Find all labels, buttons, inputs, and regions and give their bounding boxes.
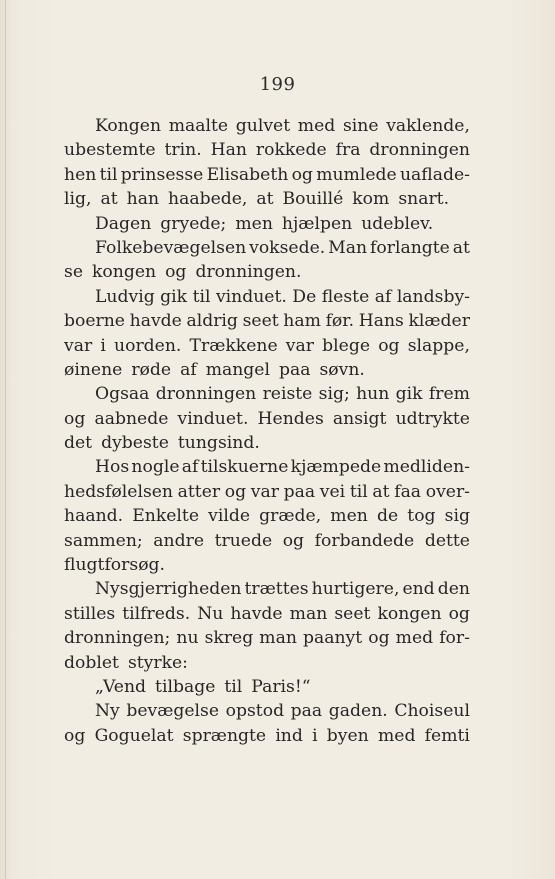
word: man	[289, 603, 328, 624]
word: andre	[153, 530, 204, 551]
word: hun	[356, 384, 390, 405]
word: og	[165, 262, 187, 283]
word: i	[312, 725, 318, 746]
text-line	[64, 504, 470, 528]
word: Elisabeth	[206, 164, 289, 185]
word: faa	[394, 481, 422, 502]
word: og	[448, 603, 470, 624]
word: landsby-	[396, 286, 470, 307]
word: „Vend	[95, 676, 147, 697]
word: Nu	[197, 603, 224, 624]
word: byen	[326, 725, 369, 746]
word: paa	[283, 481, 316, 502]
word: lig,	[64, 189, 92, 210]
text-line	[64, 480, 470, 504]
text-line	[64, 699, 470, 723]
text-line	[64, 212, 470, 236]
text-line	[64, 334, 470, 358]
text-line	[64, 407, 470, 431]
word: hen	[64, 164, 97, 185]
word: skreg	[204, 628, 254, 649]
word: kongen	[377, 603, 442, 624]
word: i	[100, 335, 106, 356]
word: Bouillé	[282, 189, 344, 210]
text-line	[64, 138, 470, 162]
word: tilfreds.	[122, 603, 191, 624]
word: af	[180, 359, 197, 380]
word: vinduet.	[177, 408, 249, 429]
word: af	[181, 457, 199, 478]
word: snart.	[398, 189, 450, 210]
word: han	[126, 189, 160, 210]
word: medliden-	[383, 457, 470, 478]
word: kongen	[92, 262, 157, 283]
word: kom	[352, 189, 390, 210]
word: Choiseul	[394, 701, 470, 722]
word: Goguelat	[94, 725, 174, 746]
word: reiste	[262, 384, 313, 405]
word: vinduet.	[215, 286, 287, 307]
word: Enkelte	[132, 506, 200, 527]
word: dronningen	[155, 384, 257, 405]
text-line	[64, 260, 470, 284]
word: til	[349, 481, 368, 502]
word: Kongen	[95, 116, 162, 136]
word: gaden.	[328, 701, 388, 722]
word: dronningen.	[195, 262, 302, 283]
word: Ny	[95, 701, 120, 722]
word: ubestemte	[64, 140, 156, 161]
word: tog	[407, 506, 436, 527]
word: forbandede	[314, 530, 415, 551]
word: og	[282, 530, 305, 551]
word: fleste	[321, 286, 370, 307]
word: nogle	[131, 457, 180, 478]
word: man	[259, 628, 297, 649]
word: det	[64, 433, 93, 454]
word: men	[235, 213, 273, 234]
word: aabnede	[94, 408, 169, 429]
word: hurtigere,	[311, 579, 400, 600]
word: vilde	[208, 506, 251, 527]
word: forlangte	[370, 237, 450, 258]
word: Nysgjerrigheden	[95, 579, 242, 600]
text-line	[64, 626, 470, 650]
word: uorden.	[114, 335, 182, 356]
word: klæder	[408, 311, 470, 332]
word: gik	[395, 384, 423, 405]
word: Folkebevægelsen	[95, 237, 247, 258]
word: at	[100, 189, 118, 210]
word: sig;	[318, 384, 350, 405]
text-line	[64, 651, 470, 675]
word: rokkede	[255, 140, 327, 161]
word: seet	[334, 603, 371, 624]
word: udeblev.	[361, 213, 434, 234]
word: prinsesse	[120, 164, 204, 185]
text-line	[64, 577, 470, 601]
word: Man	[328, 237, 368, 258]
word: Hos	[95, 457, 130, 478]
word: gulvet	[235, 116, 291, 136]
word: Ludvig	[95, 286, 155, 307]
text-line	[64, 358, 470, 382]
word: paa	[290, 701, 323, 722]
word: De	[292, 286, 317, 307]
word: med	[395, 628, 434, 649]
word: frem	[428, 384, 470, 405]
word: og	[368, 628, 390, 649]
word: fra	[335, 140, 361, 161]
word: og	[224, 481, 247, 502]
text-line	[64, 675, 470, 699]
text-line	[64, 114, 470, 138]
word: Ogsaa	[95, 384, 150, 405]
word: de	[376, 506, 399, 527]
word: vei	[319, 481, 346, 502]
word: voksede.	[249, 237, 326, 258]
word: atter	[177, 481, 221, 502]
word: sig	[444, 506, 470, 527]
word: bevægelse	[126, 701, 220, 722]
word: vaklende,	[386, 116, 470, 136]
word: Paris!“	[251, 676, 311, 697]
word: søvn.	[319, 359, 365, 380]
word: før.	[325, 311, 355, 332]
word: men	[330, 506, 368, 527]
word: og	[378, 335, 400, 356]
word: ham	[283, 311, 321, 332]
word: trættes	[244, 579, 309, 600]
word: aldrig	[186, 311, 238, 332]
text-line	[64, 187, 470, 211]
word: den	[437, 579, 470, 600]
text-line	[64, 602, 470, 626]
word: haabede,	[168, 189, 248, 210]
word: at	[452, 237, 470, 258]
text-line	[64, 309, 470, 333]
word: dette	[424, 530, 470, 551]
word: tilskuerne	[200, 457, 289, 478]
word: mangel	[205, 359, 270, 380]
word: tilbage	[155, 676, 216, 697]
word: haand.	[64, 506, 124, 527]
word: og	[64, 408, 86, 429]
word: femti	[424, 725, 470, 746]
word: maalte	[168, 116, 229, 136]
text-line	[64, 529, 470, 553]
word: for-	[439, 628, 470, 649]
word: styrke:	[127, 652, 188, 673]
word: dronningen;	[64, 628, 171, 649]
page-number: 199	[259, 74, 296, 95]
word: seet	[242, 311, 279, 332]
word: gryede;	[160, 213, 227, 234]
word: nu	[176, 628, 199, 649]
word: stilles	[64, 603, 116, 624]
word: paa	[278, 359, 311, 380]
word: boerne	[64, 311, 125, 332]
text-line	[64, 163, 470, 187]
word: sammen;	[64, 530, 143, 551]
word: havde	[230, 603, 283, 624]
word: Trækkene	[189, 335, 278, 356]
word: var	[285, 335, 314, 356]
word: hjælpen	[281, 213, 353, 234]
word: og	[64, 725, 86, 746]
word: ind	[275, 725, 303, 746]
word: med	[377, 725, 416, 746]
word: til	[192, 286, 211, 307]
text-line	[64, 431, 470, 455]
word: over-	[425, 481, 470, 502]
word: sine	[342, 116, 379, 136]
word: uaflade-	[399, 164, 470, 185]
word: var	[64, 335, 93, 356]
word: sprængte	[182, 725, 267, 746]
word: blege	[322, 335, 371, 356]
word: opstod	[225, 701, 285, 722]
word: at	[256, 189, 274, 210]
word: øinene	[64, 359, 123, 380]
word: var	[250, 481, 279, 502]
word: tungsind.	[177, 433, 260, 454]
word: hedsfølelsen	[64, 481, 173, 502]
word: dronningen	[369, 140, 470, 161]
word: Han	[210, 140, 247, 161]
word: truede	[214, 530, 273, 551]
word: til	[99, 164, 118, 185]
text-line	[64, 455, 470, 479]
word: slappe,	[407, 335, 470, 356]
word: end	[402, 579, 435, 600]
page-gutter-line	[5, 0, 6, 879]
body-text	[64, 114, 470, 748]
word: græde,	[259, 506, 322, 527]
word: paanyt	[302, 628, 363, 649]
text-line	[64, 236, 470, 260]
text-line	[64, 285, 470, 309]
word: trin.	[164, 140, 202, 161]
word: af	[374, 286, 392, 307]
word: Dagen	[95, 213, 152, 234]
word: doblet	[64, 652, 119, 673]
word: at	[372, 481, 390, 502]
word: og	[291, 164, 313, 185]
word: røde	[131, 359, 172, 380]
word: flugtforsøg.	[64, 555, 166, 576]
word: Hans	[358, 311, 404, 332]
word: udtrykte	[395, 408, 470, 429]
word: se	[64, 262, 83, 283]
word: havde	[129, 311, 182, 332]
word: kjæmpede	[290, 457, 382, 478]
word: mumlede	[316, 164, 397, 185]
word: med	[297, 116, 336, 136]
word: dybeste	[101, 433, 169, 454]
text-line	[64, 553, 470, 577]
word: gik	[160, 286, 188, 307]
text-line	[64, 724, 470, 748]
word: ansigt	[332, 408, 387, 429]
word: Hendes	[257, 408, 324, 429]
word: til	[224, 676, 243, 697]
text-line	[64, 382, 470, 406]
